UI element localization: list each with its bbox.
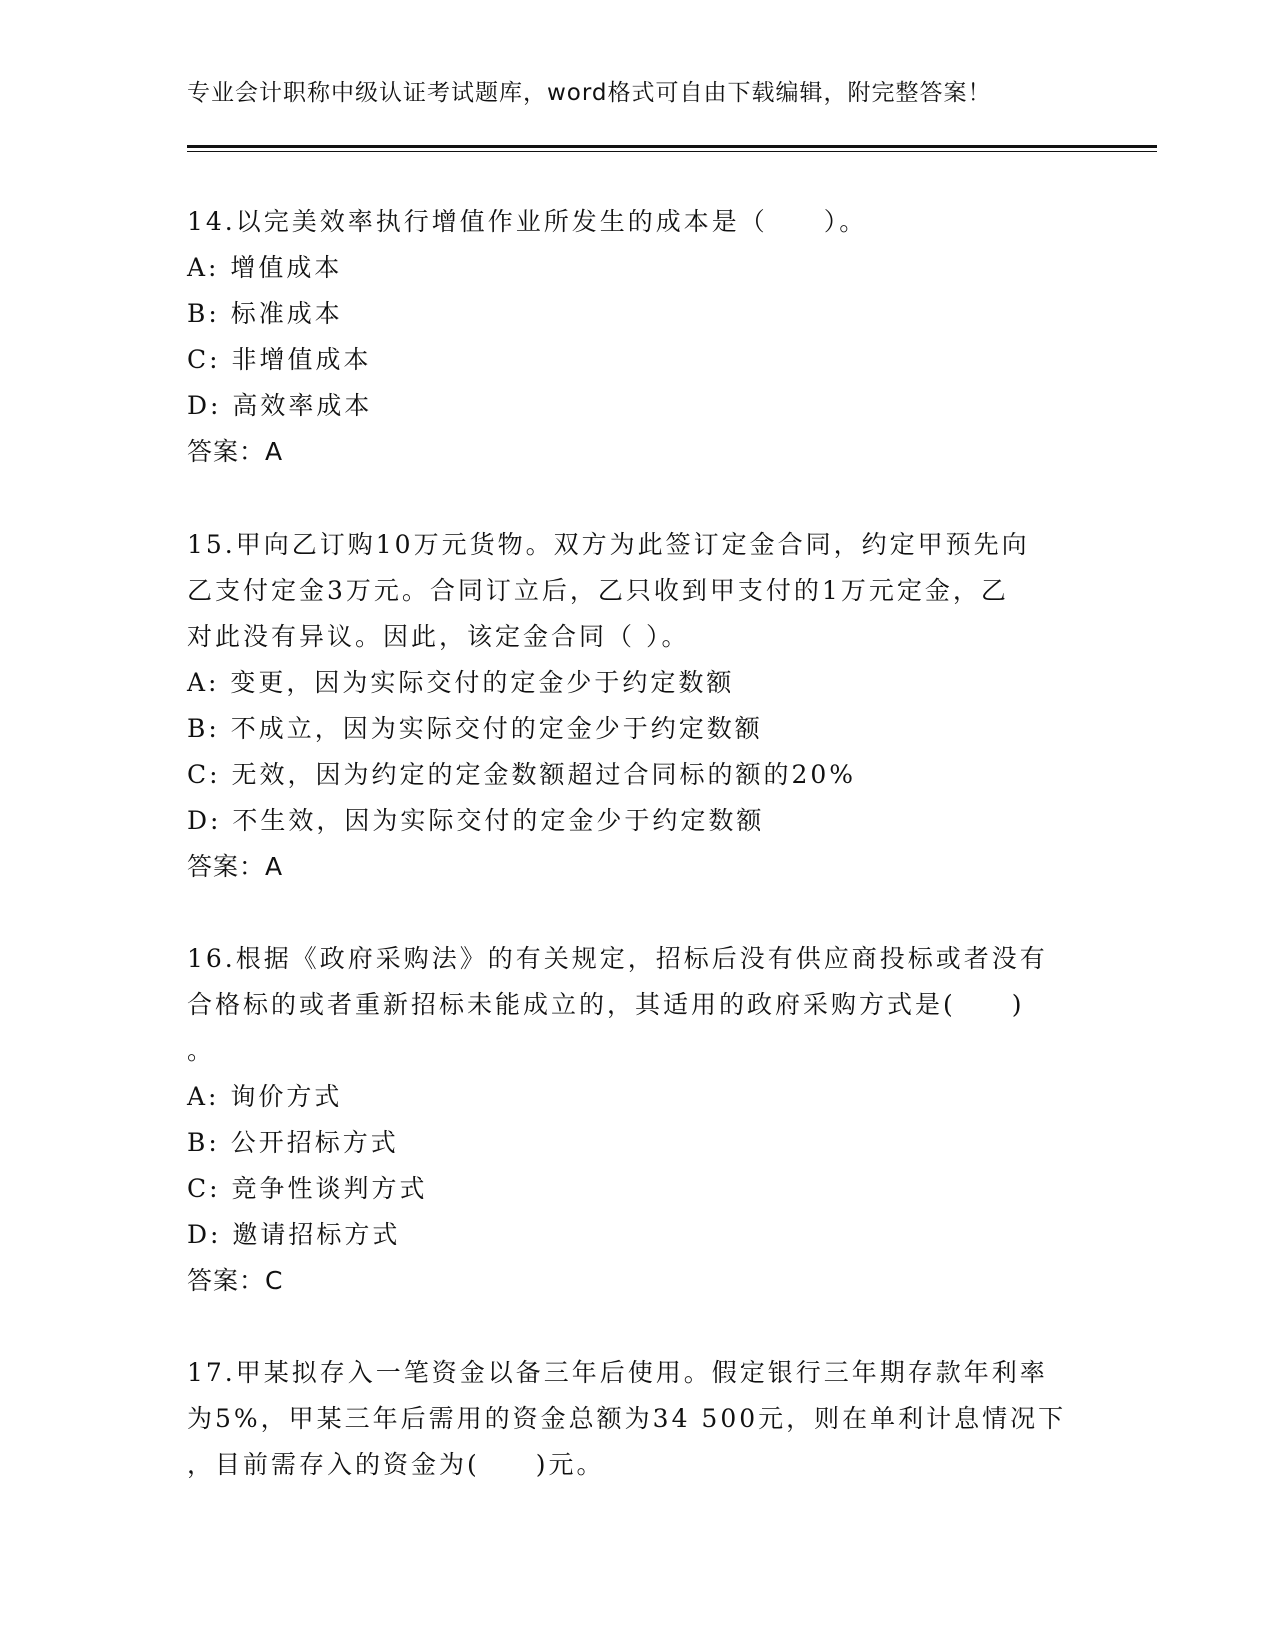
option-b: B: 不成立，因为实际交付的定金少于约定数额 — [187, 714, 763, 743]
question-text: 为5%，甲某三年后需用的资金总额为34 500元，则在单利计息情况下 — [187, 1404, 1067, 1433]
option-b: B: 公开招标方式 — [187, 1128, 399, 1157]
option-c: C: 竞争性谈判方式 — [187, 1174, 428, 1203]
option-b: B: 标准成本 — [187, 299, 343, 328]
question-text: 14.以完美效率执行增值作业所发生的成本是（ ）。 — [187, 207, 868, 236]
header-divider — [187, 145, 1157, 148]
question-text: 17.甲某拟存入一笔资金以备三年后使用。假定银行三年期存款年利率 — [187, 1358, 1048, 1387]
header-divider-thin — [187, 151, 1157, 152]
answer: 答案：A — [187, 437, 284, 466]
question-text: 合格标的或者重新招标未能成立的，其适用的政府采购方式是( ) — [187, 990, 1025, 1019]
option-c: C: 无效，因为约定的定金数额超过合同标的额的20% — [187, 760, 857, 789]
question-15 — [187, 522, 1087, 890]
question-text: 。 — [187, 1036, 216, 1065]
question-16 — [187, 936, 1087, 1304]
question-text: 15.甲向乙订购10万元货物。双方为此签订定金合同，约定甲预先向 — [187, 530, 1030, 559]
option-d: D: 邀请招标方式 — [187, 1220, 401, 1249]
option-d: D: 不生效，因为实际交付的定金少于约定数额 — [187, 806, 765, 835]
page-header: 专业会计职称中级认证考试题库，word格式可自由下载编辑，附完整答案！ — [187, 80, 992, 106]
question-17 — [187, 1350, 1087, 1488]
option-a: A: 增值成本 — [187, 253, 343, 282]
option-c: C: 非增值成本 — [187, 345, 372, 374]
question-14 — [187, 199, 1087, 475]
answer: 答案：A — [187, 852, 284, 881]
option-d: D: 高效率成本 — [187, 391, 373, 420]
option-a: A: 询价方式 — [187, 1082, 343, 1111]
option-a: A: 变更，因为实际交付的定金少于约定数额 — [187, 668, 735, 697]
question-text: 乙支付定金3万元。合同订立后，乙只收到甲支付的1万元定金，乙 — [187, 576, 1009, 605]
question-text: 对此没有异议。因此，该定金合同（ ）。 — [187, 622, 690, 651]
answer: 答案：C — [187, 1266, 284, 1295]
question-text: 16.根据《政府采购法》的有关规定，招标后没有供应商投标或者没有 — [187, 944, 1048, 973]
question-text: ，目前需存入的资金为( )元。 — [187, 1450, 605, 1479]
